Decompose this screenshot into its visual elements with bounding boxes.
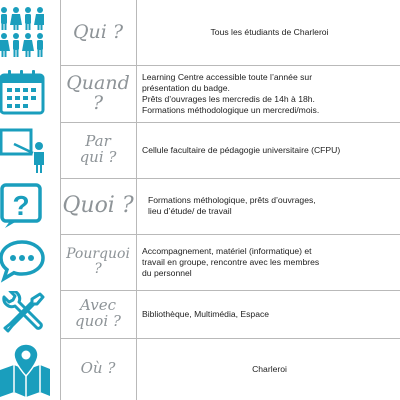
tools-icon [0,290,60,338]
row-par-qui [0,122,400,178]
question-label [62,122,134,178]
row-pourquoi [0,234,400,290]
question-label: Quoi ? [62,193,134,219]
question-label [62,290,134,338]
answer-text [142,65,397,122]
calendar-icon [0,65,60,122]
answer-line: Learning Centre accessible toute l’année sur [142,71,313,82]
answer-line: Charleroi [252,363,287,374]
answer-text [142,0,397,65]
answer-line: Formations méthologique, prêts d’ouvrages, [148,195,316,205]
answer-line: du personnel [142,267,192,278]
answer-text [142,290,397,338]
question-label: Quand ? [66,71,130,114]
answer-line: Cellule facultaire de pédagogie universitaire (CFPU) [142,144,341,155]
question-label: Où ? [80,359,116,378]
answer-line: lieu d’étude/ de travail [148,206,232,216]
question-line: quoi ? [75,312,121,330]
teacher-board-icon [0,122,60,178]
answer-text [142,234,397,290]
answer-line: Formations méthodologique un mercredi/mois. [142,104,320,115]
map-pin-icon [0,338,60,400]
answer-text [142,338,397,400]
answer-text [142,122,397,178]
question-mark-icon [0,178,60,234]
row-quand [0,65,400,122]
chat-bubble-icon [0,234,60,290]
question-line: Avec [80,296,116,315]
question-label: Qui ? [72,20,124,43]
people-icon [0,0,60,65]
question-label: Pourquoi ? [66,246,130,277]
row-avec-quoi [0,290,400,338]
answer-line: travail en groupe, rencontre avec les membres [142,256,320,267]
answer-line: Bibliothèque, Multimédia, Espace [142,308,270,319]
answer-line: Tous les étudiants de Charleroi [210,27,329,37]
question-line: qui ? [79,148,117,166]
svg-text:?: ? [12,190,30,221]
row-ou [0,338,400,400]
answer-line: Accompagnement, matériel (informatique) et [142,245,312,256]
answer-line: Prêts d’ouvrages les mercredis de 14h à 18h. [142,93,315,104]
answer-line: présentation du badge. [142,82,230,93]
answer-text [142,178,397,234]
row-quoi [0,178,400,234]
question-line: Par [85,132,111,151]
row-qui [0,0,400,65]
